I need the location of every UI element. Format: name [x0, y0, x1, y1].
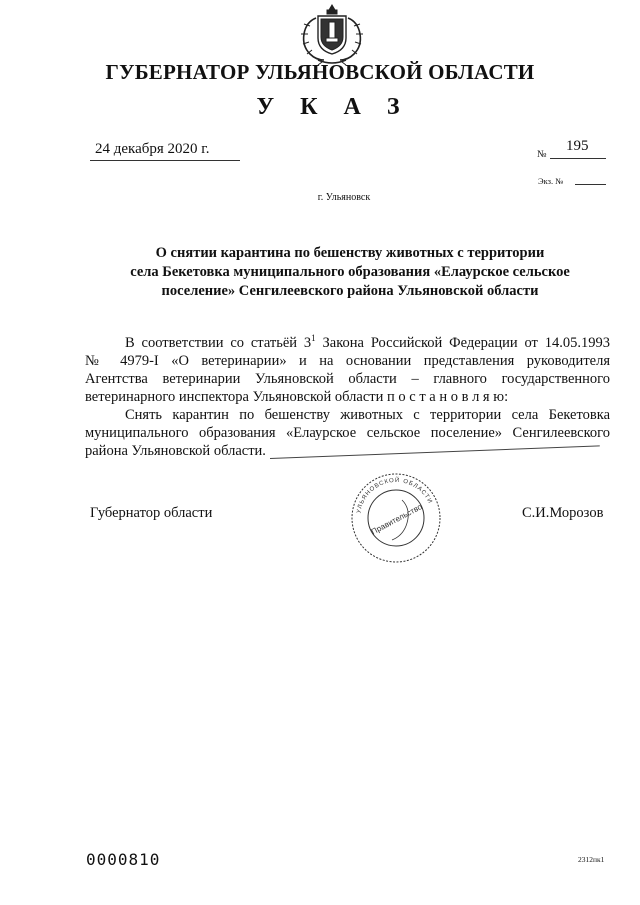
- document-type-heading: У К А З: [256, 94, 410, 120]
- stamp-center-text: Правительство: [369, 502, 424, 537]
- document-date: 24 декабря 2020 г.: [95, 141, 210, 157]
- title-line: села Бекетовка муниципального образования «Елаурское сельское: [130, 264, 570, 280]
- copy-number-underline: [575, 184, 606, 185]
- separator-line: [270, 445, 600, 459]
- body-line: [125, 335, 610, 353]
- body-line: ветеринарного инспектора Ульяновской области п о с т а н о в л я ю:: [85, 389, 509, 405]
- copy-number-label: Экз. №: [538, 176, 564, 186]
- document-number: 195: [566, 138, 589, 154]
- form-code: 2312пк1: [578, 855, 605, 864]
- serial-number: 0000810: [86, 850, 161, 869]
- body-line: № 4979-I «О ветеринарии» и на основании представления руководителя: [85, 353, 610, 369]
- title-line: поселение» Сенгилеевского района Ульяновской области: [161, 283, 539, 299]
- superscript: 1: [311, 333, 316, 343]
- body-line: муниципального образования «Елаурское сельское поселение» Сенгилеевского: [85, 425, 610, 441]
- body-text: В соответствии со статьёй 3: [125, 335, 312, 351]
- date-underline: [90, 160, 240, 161]
- official-stamp: [342, 470, 450, 566]
- document-title: [90, 244, 610, 301]
- coat-of-arms-emblem: [296, 2, 368, 66]
- city-label: г. Ульяновск: [317, 192, 371, 203]
- body-line: района Ульяновской области.: [85, 443, 266, 459]
- body-line: Снять карантин по бешенству животных с территории села Бекетовка: [125, 407, 610, 423]
- number-sign: №: [537, 149, 547, 160]
- body-line: Агентства ветеринарии Ульяновской области – главного государственного: [85, 371, 610, 387]
- number-underline: [550, 158, 606, 159]
- issuer-heading: ГУБЕРНАТОР УЛЬЯНОВСКОЙ ОБЛАСТИ: [105, 60, 535, 84]
- body-text: Закона Российской Федерации от 14.05.1993: [315, 335, 610, 351]
- stamp-ring-text: УЛЬЯНОВСКОЙ ОБЛАСТИ: [356, 477, 433, 514]
- title-line: О снятии карантина по бешенству животных с территории: [155, 245, 545, 261]
- signatory-position: Губернатор области: [90, 505, 213, 521]
- signatory-name: С.И.Морозов: [522, 505, 604, 521]
